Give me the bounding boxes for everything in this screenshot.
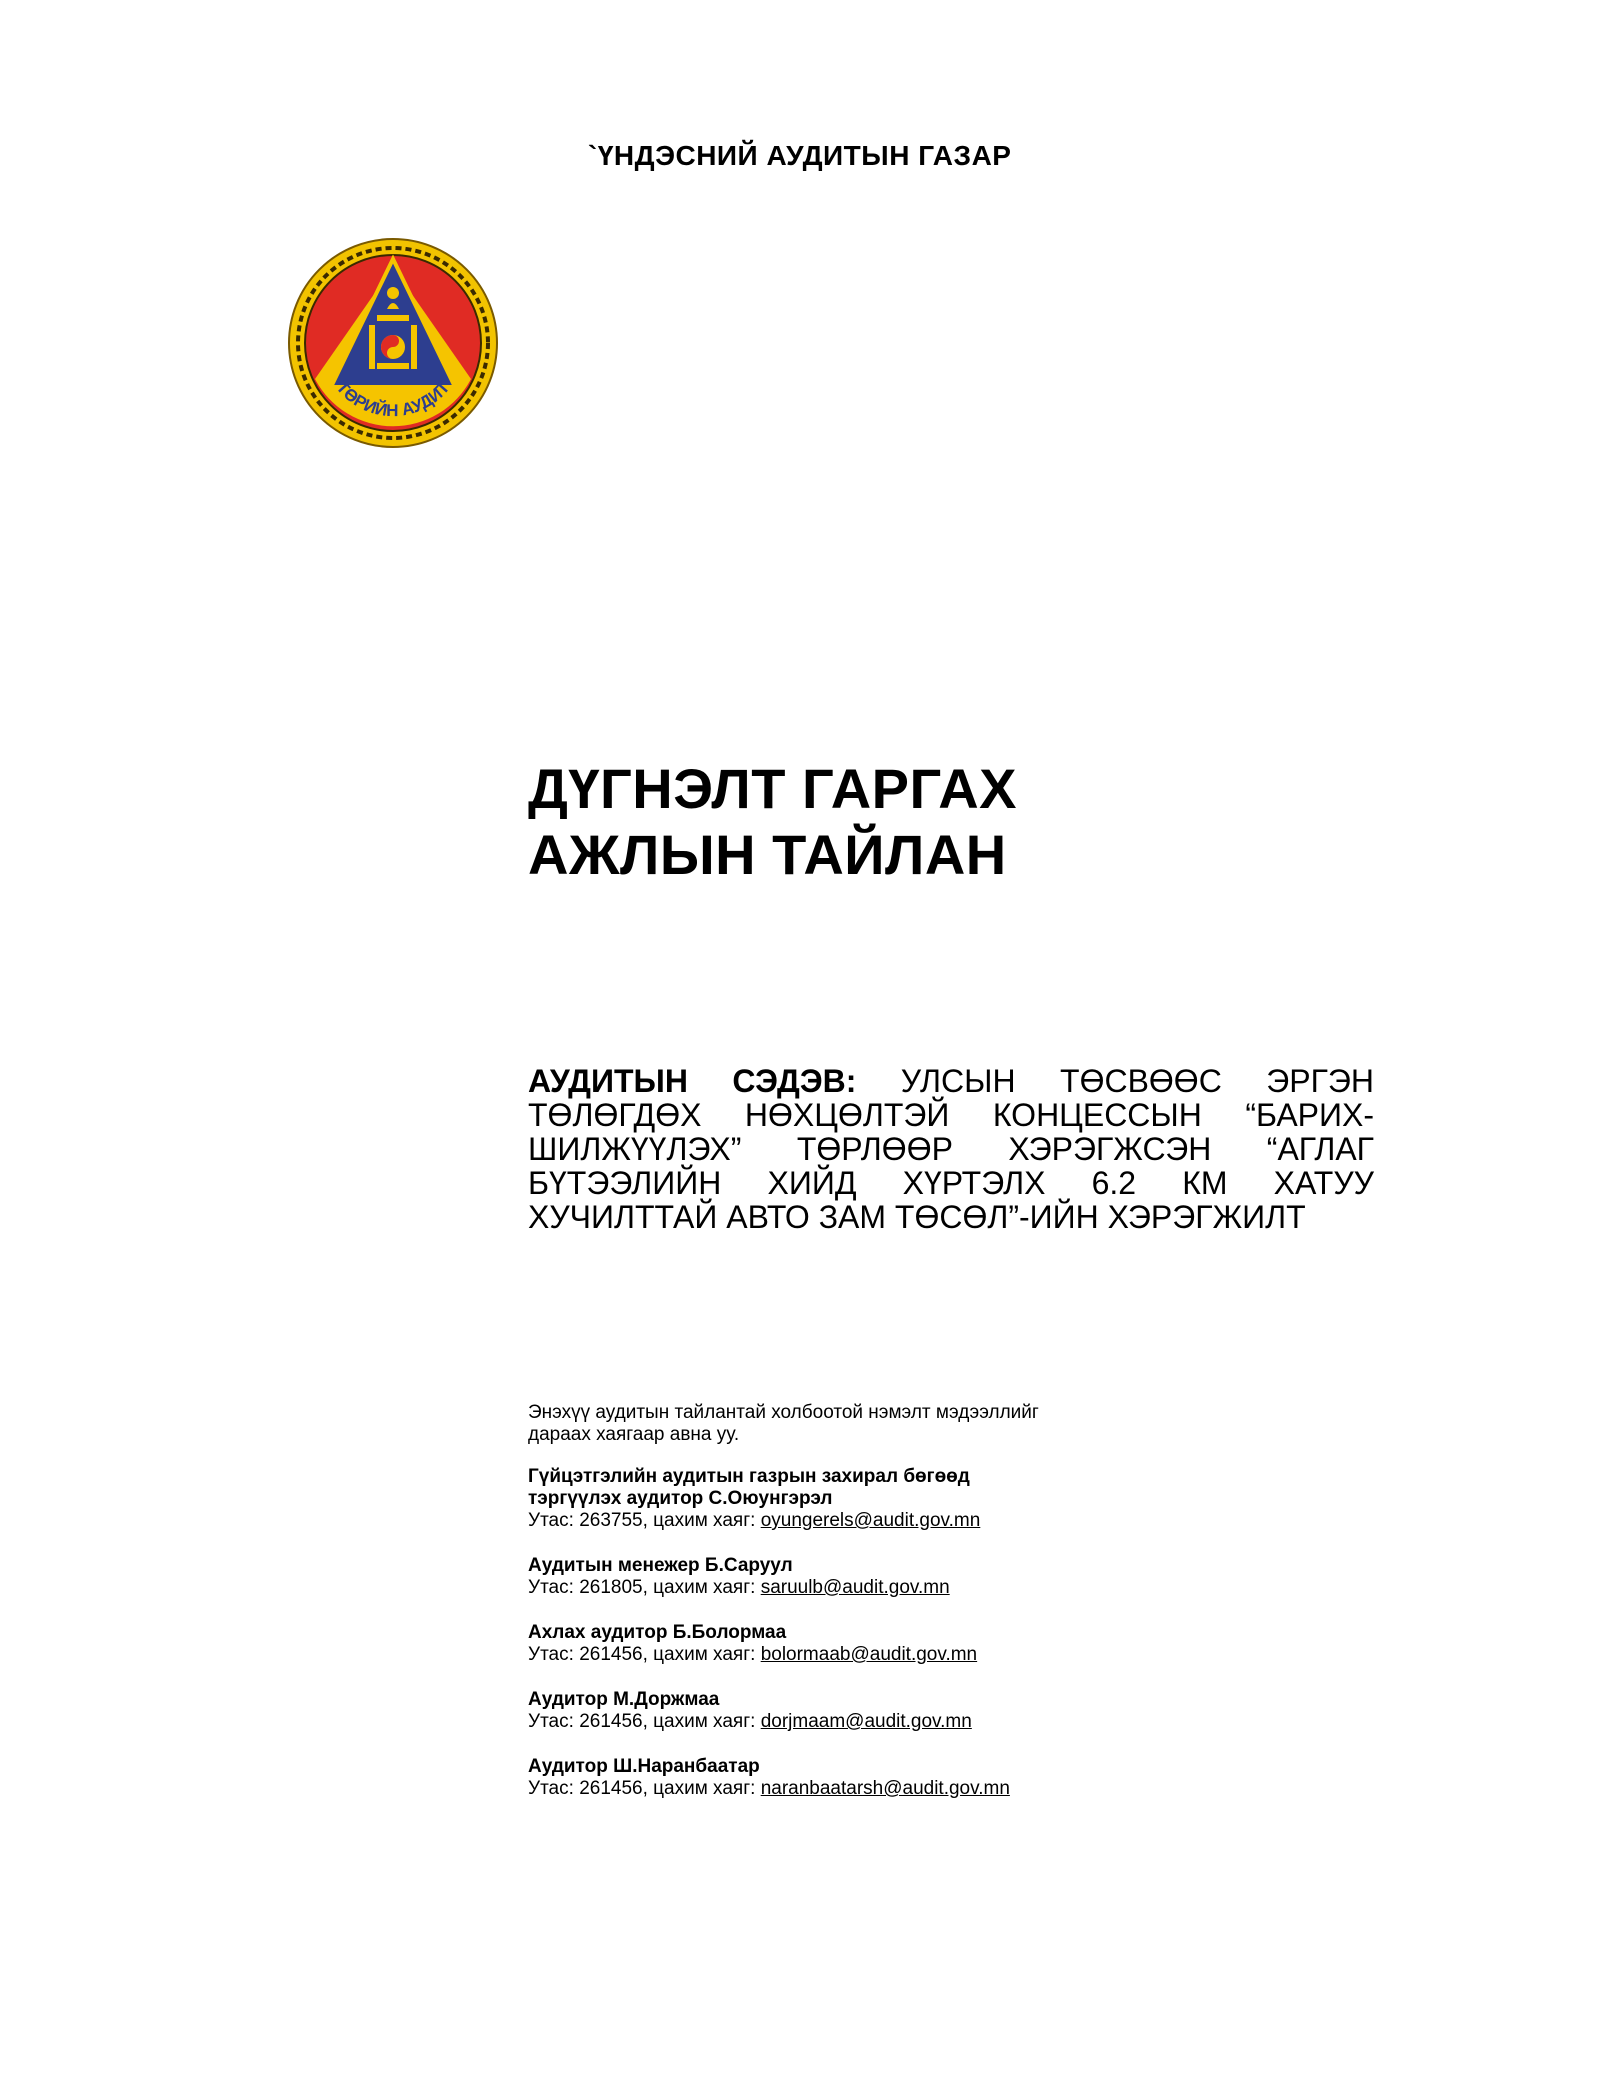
email-link[interactable]: naranbaatarsh@audit.gov.mn	[760, 1778, 1010, 1799]
contact-person	[528, 1622, 1228, 1666]
email-label: , цахим хаяг:	[642, 1711, 761, 1732]
audit-subject-text: УЛСЫН ТӨСВӨӨС ЭРГЭН ТӨЛӨГДӨХ НӨХЦӨЛТЭЙ КОНЦЕССЫН “БАРИХ-ШИЛЖҮҮЛЭХ” ТӨРЛӨӨР ХЭРЭГЖСЭН “АГЛАГ БҮТЭЭЛИЙН ХИЙД ХҮРТЭЛХ 6.2 КМ ХАТУУ ХУЧИЛТТАЙ АВТО ЗАМ ТӨСӨЛ”-ИЙН ХЭРЭГЖИЛТ	[528, 1063, 1374, 1235]
contact-name: Аудитор М.Доржмаа	[528, 1689, 720, 1710]
contact-details	[528, 1778, 1228, 1800]
phone-label: Утас:	[528, 1778, 580, 1799]
phone-number: 263755	[579, 1510, 643, 1531]
email-link[interactable]: oyungerels@audit.gov.mn	[760, 1510, 981, 1531]
contact-intro-line-2: дараах хаягаар авна уу.	[528, 1424, 740, 1445]
contact-details	[528, 1711, 1228, 1733]
organization-name: `ҮНДЭСНИЙ АУДИТЫН ГАЗАР	[588, 140, 1012, 171]
report-title-line-1: ДҮГНЭЛТ ГАРГАХ	[528, 757, 1018, 820]
email-link[interactable]: bolormaab@audit.gov.mn	[760, 1644, 978, 1665]
contact-name: Гүйцэтгэлийн аудитын газрын захирал бөгөөд	[528, 1466, 970, 1487]
email-label: , цахим хаяг:	[642, 1644, 761, 1665]
contact-name: Аудитын менежер Б.Саруул	[528, 1555, 793, 1576]
email-label: , цахим хаяг:	[642, 1510, 761, 1531]
phone-label: Утас:	[528, 1711, 580, 1732]
email-label: , цахим хаяг:	[642, 1577, 761, 1598]
contact-person	[528, 1555, 1228, 1599]
phone-number: 261805	[579, 1577, 643, 1598]
contact-details	[528, 1510, 1228, 1532]
contact-intro-line-1: Энэхүү аудитын тайлантай холбоотой нэмэлт мэдээллийг	[528, 1402, 1039, 1423]
contact-name: тэргүүлэх аудитор С.Оюунгэрэл	[528, 1488, 833, 1509]
contact-person	[528, 1466, 1228, 1532]
email-label: , цахим хаяг:	[642, 1778, 761, 1799]
report-title	[528, 756, 1017, 888]
contact-details	[528, 1644, 1228, 1666]
phone-label: Утас:	[528, 1510, 580, 1531]
email-link[interactable]: saruulb@audit.gov.mn	[760, 1577, 950, 1598]
contact-name: Ахлах аудитор Б.Болормаа	[528, 1622, 787, 1643]
audit-subject-label: АУДИТЫН СЭДЭВ:	[528, 1063, 857, 1099]
state-audit-emblem	[287, 237, 499, 449]
contact-name: Аудитор Ш.Наранбаатар	[528, 1756, 760, 1777]
contact-section	[528, 1402, 1228, 1823]
contact-details	[528, 1577, 1228, 1599]
phone-number: 261456	[579, 1644, 643, 1665]
contact-intro	[528, 1402, 1228, 1446]
phone-label: Утас:	[528, 1577, 580, 1598]
email-link[interactable]: dorjmaam@audit.gov.mn	[760, 1711, 972, 1732]
emblem-text: ТӨРИЙН АУДИТ	[332, 377, 454, 421]
audit-subject	[528, 1064, 1374, 1234]
phone-number: 261456	[579, 1778, 643, 1799]
phone-number: 261456	[579, 1711, 643, 1732]
report-title-line-2: АЖЛЫН ТАЙЛАН	[528, 823, 1007, 886]
contact-person	[528, 1756, 1228, 1800]
phone-label: Утас:	[528, 1644, 580, 1665]
contact-person	[528, 1689, 1228, 1733]
